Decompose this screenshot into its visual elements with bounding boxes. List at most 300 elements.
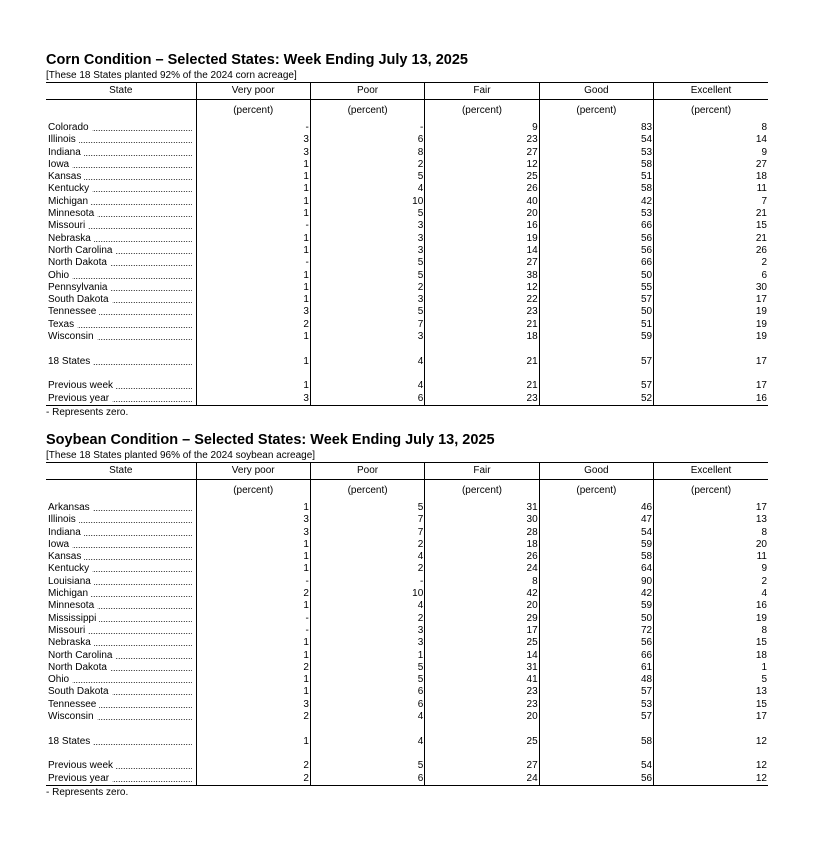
value-cell: 5 [310,760,424,772]
table-row [46,208,768,220]
value-cell: 4 [310,736,424,748]
value-cell: 23 [425,699,539,711]
value-cell: 2 [196,662,310,674]
value-cell: 1 [196,159,310,171]
value-cell: 9 [425,122,539,134]
value-cell: 4 [310,183,424,195]
value-cell: 5 [310,257,424,269]
value-cell: - [196,257,310,269]
value-cell: - [310,122,424,134]
state-name: Louisiana [48,576,94,587]
col-header-good: Good [539,83,653,100]
value-cell: 2 [654,257,768,269]
state-cell [46,576,196,588]
value-cell: 56 [539,637,653,649]
value-cell: 4 [310,711,424,723]
value-cell: 29 [425,613,539,625]
state-cell [46,208,196,220]
value-cell: 27 [654,159,768,171]
value-cell: - [310,576,424,588]
value-cell: 23 [425,134,539,146]
value-cell: 72 [539,625,653,637]
table-row [46,147,768,159]
spacer-row [46,723,768,735]
soybean-subtitle: [These 18 States planted 96% of the 2024 soybean acreage] [46,450,316,461]
state-cell [46,674,196,686]
value-cell: 56 [539,245,653,257]
total-row [46,736,768,748]
state-cell [46,551,196,563]
value-cell: 57 [539,380,653,392]
value-cell: 54 [539,527,653,539]
value-cell: 20 [425,208,539,220]
value-cell: 54 [539,134,653,146]
value-cell: 3 [310,331,424,343]
value-cell: 23 [425,686,539,698]
value-cell: 5 [310,502,424,514]
state-name: Missouri [48,220,88,231]
value-cell: 56 [539,773,653,786]
state-cell [46,122,196,134]
value-cell: 20 [654,539,768,551]
value-cell: 4 [310,356,424,368]
state-cell [46,637,196,649]
value-cell: 66 [539,220,653,232]
value-cell: 18 [654,650,768,662]
value-cell: 3 [196,147,310,159]
value-cell: 6 [310,134,424,146]
table-row [46,134,768,146]
value-cell: 21 [654,208,768,220]
table-row [46,674,768,686]
state-cell [46,662,196,674]
value-cell: 18 [654,171,768,183]
value-cell: - [196,220,310,232]
state-name: Illinois [48,514,79,525]
value-cell: 2 [310,539,424,551]
previous-year-row [46,773,768,786]
value-cell: 51 [539,319,653,331]
table-row [46,686,768,698]
value-cell: 3 [196,134,310,146]
state-name: Kentucky [48,563,92,574]
value-cell: 1 [196,736,310,748]
value-cell: 2 [196,760,310,772]
col-unit: (percent) [654,480,768,503]
value-cell: 2 [310,613,424,625]
state-cell [46,613,196,625]
state-cell [46,625,196,637]
value-cell: 2 [196,588,310,600]
spacer-row [46,748,768,760]
soybean-footnote: - Represents zero. [46,786,129,798]
value-cell: 8 [654,122,768,134]
state-cell [46,356,196,368]
table-row [46,637,768,649]
value-cell: 5 [310,171,424,183]
state-cell [46,270,196,282]
corn-table [46,82,768,406]
value-cell: 8 [310,147,424,159]
col-header-fair: Fair [425,83,539,100]
value-cell: 8 [425,576,539,588]
value-cell: 9 [654,147,768,159]
value-cell: 22 [425,294,539,306]
state-name: Iowa [48,159,72,170]
value-cell: 21 [425,380,539,392]
state-cell [46,294,196,306]
state-cell [46,650,196,662]
value-cell: 42 [539,588,653,600]
value-cell: 3 [310,220,424,232]
state-cell [46,393,196,406]
value-cell: 15 [654,637,768,649]
state-name: Michigan [48,588,91,599]
value-cell: 6 [310,393,424,406]
state-name: Ohio [48,270,72,281]
value-cell: 50 [539,270,653,282]
state-name: North Dakota [48,257,110,268]
value-cell: 7 [654,196,768,208]
value-cell: 2 [310,159,424,171]
value-cell: 5 [310,306,424,318]
state-cell [46,736,196,748]
value-cell: 57 [539,356,653,368]
value-cell: 46 [539,502,653,514]
value-cell: 1 [196,563,310,575]
value-cell: 3 [310,233,424,245]
state-cell [46,711,196,723]
value-cell: 1 [196,539,310,551]
state-name: Tennessee [48,306,99,317]
state-cell [46,539,196,551]
state-cell [46,331,196,343]
value-cell: 2 [196,773,310,786]
state-cell [46,686,196,698]
col-unit-state [46,100,196,123]
table-row [46,233,768,245]
value-cell: 18 [425,331,539,343]
table-row [46,539,768,551]
value-cell: 42 [425,588,539,600]
state-name: 18 States [48,356,93,367]
table-row [46,331,768,343]
value-cell: 30 [425,514,539,526]
state-cell [46,319,196,331]
value-cell: 17 [654,502,768,514]
value-cell: 15 [654,220,768,232]
value-cell: 12 [654,760,768,772]
value-cell: 28 [425,527,539,539]
state-name: Texas [48,319,77,330]
state-name: Previous year [48,393,112,404]
value-cell: 26 [425,551,539,563]
value-cell: 1 [196,600,310,612]
state-name: Tennessee [48,699,99,710]
value-cell: 27 [425,760,539,772]
previous-year-row [46,393,768,406]
value-cell: 14 [425,650,539,662]
value-cell: 16 [654,600,768,612]
col-header-state: State [46,463,196,480]
state-cell [46,282,196,294]
state-cell [46,257,196,269]
value-cell: 25 [425,171,539,183]
soybean-table-body [46,502,768,785]
table-row [46,220,768,232]
value-cell: 8 [654,625,768,637]
value-cell: 1 [196,650,310,662]
value-cell: 1 [196,183,310,195]
value-cell: 6 [310,686,424,698]
value-cell: 17 [425,625,539,637]
value-cell: 7 [310,319,424,331]
value-cell: 14 [654,134,768,146]
state-cell [46,171,196,183]
value-cell: 58 [539,551,653,563]
value-cell: 3 [310,637,424,649]
state-name: Missouri [48,625,88,636]
value-cell: 53 [539,208,653,220]
value-cell: 59 [539,331,653,343]
value-cell: 3 [196,699,310,711]
state-name: Kansas [48,171,84,182]
value-cell: 58 [539,159,653,171]
table-row [46,711,768,723]
state-cell [46,159,196,171]
table-row [46,257,768,269]
state-name: Indiana [48,527,84,538]
value-cell: 53 [539,147,653,159]
col-header-fair: Fair [425,463,539,480]
state-name: North Carolina [48,650,115,661]
value-cell: 25 [425,637,539,649]
value-cell: 1 [196,282,310,294]
value-cell: 19 [425,233,539,245]
state-cell [46,245,196,257]
col-unit: (percent) [310,480,424,503]
value-cell: 1 [196,171,310,183]
value-cell: 16 [425,220,539,232]
value-cell: 30 [654,282,768,294]
value-cell: 56 [539,233,653,245]
value-cell: 52 [539,393,653,406]
state-name: Kentucky [48,183,92,194]
col-unit: (percent) [196,480,310,503]
col-unit: (percent) [539,480,653,503]
corn-section [46,51,768,420]
value-cell: 55 [539,282,653,294]
table-row [46,270,768,282]
col-header-poor: Poor [310,83,424,100]
value-cell: 10 [310,196,424,208]
value-cell: 4 [310,380,424,392]
value-cell: 1 [196,233,310,245]
value-cell: 57 [539,686,653,698]
state-name: Pennsylvania [48,282,110,293]
value-cell: 1 [196,294,310,306]
value-cell: 4 [654,588,768,600]
table-row [46,159,768,171]
value-cell: 47 [539,514,653,526]
value-cell: 26 [654,245,768,257]
value-cell: 1 [196,208,310,220]
value-cell: 9 [654,563,768,575]
value-cell: 23 [425,306,539,318]
col-header-excellent: Excellent [654,463,768,480]
state-name: Indiana [48,147,84,158]
state-cell [46,502,196,514]
value-cell: - [196,613,310,625]
value-cell: 59 [539,539,653,551]
state-name: Kansas [48,551,84,562]
state-cell [46,183,196,195]
col-header-excellent: Excellent [654,83,768,100]
value-cell: 16 [654,393,768,406]
value-cell: 64 [539,563,653,575]
table-row [46,245,768,257]
soybean-title: Soybean Condition – Selected States: Week Ending July 13, 2025 [46,432,495,448]
col-unit: (percent) [425,480,539,503]
value-cell: 3 [196,527,310,539]
value-cell: 1 [196,551,310,563]
table-row [46,625,768,637]
table-row [46,650,768,662]
value-cell: 19 [654,331,768,343]
value-cell: 12 [654,773,768,786]
value-cell: 21 [425,356,539,368]
spacer-row [46,368,768,380]
value-cell: 41 [425,674,539,686]
soybean-table [46,462,768,786]
value-cell: 19 [654,319,768,331]
value-cell: 21 [425,319,539,331]
value-cell: 3 [196,306,310,318]
state-cell [46,134,196,146]
value-cell: 24 [425,563,539,575]
table-row [46,171,768,183]
state-name: Arkansas [48,502,93,513]
state-cell [46,306,196,318]
corn-table-body [46,122,768,405]
value-cell: 1 [196,356,310,368]
value-cell: 38 [425,270,539,282]
value-cell: 31 [425,502,539,514]
value-cell: 10 [310,588,424,600]
state-name: Ohio [48,674,72,685]
value-cell: 66 [539,650,653,662]
value-cell: 66 [539,257,653,269]
col-header-good: Good [539,463,653,480]
value-cell: 25 [425,736,539,748]
state-cell [46,527,196,539]
value-cell: 48 [539,674,653,686]
value-cell: 18 [425,539,539,551]
previous-week-row [46,760,768,772]
value-cell: 13 [654,514,768,526]
value-cell: 23 [425,393,539,406]
state-cell [46,196,196,208]
state-cell [46,600,196,612]
value-cell: 6 [654,270,768,282]
value-cell: 51 [539,171,653,183]
state-name: Minnesota [48,208,97,219]
table-row [46,576,768,588]
value-cell: 83 [539,122,653,134]
value-cell: 90 [539,576,653,588]
value-cell: 20 [425,600,539,612]
state-cell [46,699,196,711]
value-cell: 17 [654,356,768,368]
value-cell: 5 [310,662,424,674]
value-cell: 3 [310,294,424,306]
value-cell: 57 [539,294,653,306]
table-row [46,563,768,575]
value-cell: 2 [654,576,768,588]
table-row [46,600,768,612]
value-cell: 15 [654,699,768,711]
col-unit: (percent) [654,100,768,123]
value-cell: 20 [425,711,539,723]
value-cell: 27 [425,147,539,159]
value-cell: 8 [654,527,768,539]
value-cell: 3 [196,393,310,406]
value-cell: 40 [425,196,539,208]
corn-title: Corn Condition – Selected States: Week Ending July 13, 2025 [46,52,468,68]
value-cell: 1 [310,650,424,662]
value-cell: 1 [196,245,310,257]
col-header-poor: Poor [310,463,424,480]
value-cell: 17 [654,294,768,306]
table-row [46,699,768,711]
corn-subtitle: [These 18 States planted 92% of the 2024 corn acreage] [46,70,297,81]
value-cell: 1 [196,380,310,392]
value-cell: 59 [539,600,653,612]
value-cell: 4 [310,551,424,563]
table-row [46,294,768,306]
value-cell: 50 [539,613,653,625]
table-row [46,196,768,208]
col-unit: (percent) [310,100,424,123]
state-name: Wisconsin [48,711,97,722]
value-cell: 58 [539,736,653,748]
col-unit-state [46,480,196,503]
col-unit: (percent) [539,100,653,123]
value-cell: 2 [196,711,310,723]
value-cell: - [196,122,310,134]
value-cell: 1 [196,196,310,208]
table-row [46,613,768,625]
value-cell: 1 [196,270,310,282]
state-name: North Dakota [48,662,110,673]
value-cell: 3 [310,245,424,257]
table-row [46,527,768,539]
table-row [46,306,768,318]
value-cell: 12 [425,282,539,294]
state-name: South Dakota [48,686,112,697]
value-cell: 11 [654,551,768,563]
value-cell: 26 [425,183,539,195]
value-cell: 1 [196,686,310,698]
state-cell [46,233,196,245]
value-cell: 61 [539,662,653,674]
table-row [46,122,768,134]
state-name: South Dakota [48,294,112,305]
state-name: Michigan [48,196,91,207]
state-name: Iowa [48,539,72,550]
state-name: 18 States [48,736,93,747]
value-cell: 31 [425,662,539,674]
